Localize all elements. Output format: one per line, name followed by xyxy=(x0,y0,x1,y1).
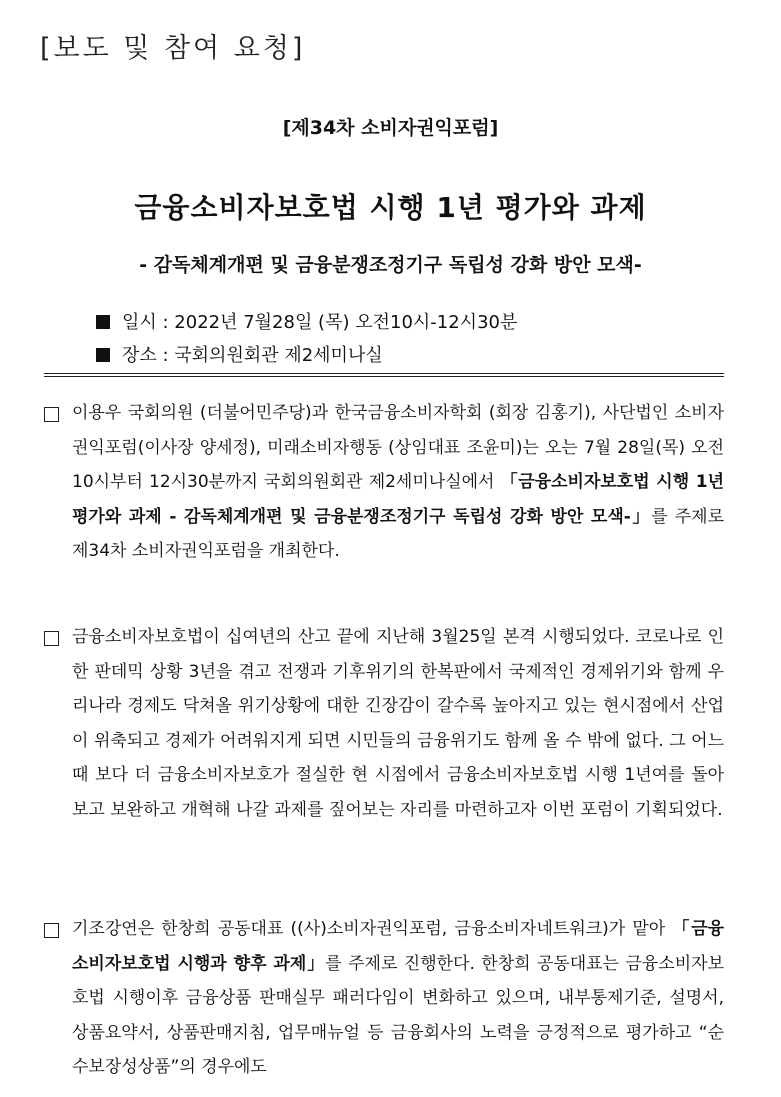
paragraph-text-run: 를 주제로 제34차 소비자권익포럼을 개최한다. xyxy=(72,506,725,561)
paragraph-organizers xyxy=(44,396,724,569)
paragraph-text-run: 를 주제로 진행한다. 한창희 공동대표는 금융소비자보호법 시행이후 금융상품 판매실무 패러다임이 변화하고 있으며, 내부통제기준, 설명서, 상품요약서, 상품판매지침, 업무매뉴얼 등 금융회사의 노력을 긍정적으로 평가하고 “순수보장성상품”의 경우에도 xyxy=(72,953,724,1077)
paragraph-text xyxy=(72,396,724,569)
paragraph-bold-run: 「금융소비자보호법 시행 1년 평가와 과제 - 감독체계개편 및 금융분쟁조정기구 독립성 강화 방안 모색-」 xyxy=(72,472,724,527)
event-subtitle: - 감독체계개편 및 금융분쟁조정기구 독립성 강화 방안 모색- xyxy=(139,254,642,276)
paragraph-text xyxy=(72,912,724,1085)
checkbox-bullet-icon xyxy=(44,923,59,938)
event-date-line xyxy=(96,308,517,334)
paragraph-text-run: 이용우 국회의원 (더불어민주당)과 한국금융소비자학회 (회장 김홍기), 사단법인 소비자권익포럼(이사장 양세정), 미래소비자행동 (상임대표 조윤미)는 오는 7월 28일(목) 오전 10시부터 12시30분까지 국회의원회관 제2세미나실에서 xyxy=(72,403,724,492)
paragraph-text: 금융소비자보호법이 십여년의 산고 끝에 지난해 3월25일 본격 시행되었다. 코로나로 인한 판데믹 상황 3년을 겪고 전쟁과 기후위기의 한복판에서 국제적인 경제위기와 함께 우리나라 경제도 닥쳐올 위기상황에 대한 긴장감이 갈수록 높아지고 있는 현시점에서 산업이 위축되고 경제가 어려워지게 되면 시민들의 금융위기도 함께 올 수 밖에 없다. 그 어느때 보다 더 금융소비자보호가 절실한 현 시점에서 금융소비자보호법 시행 1년여를 돌아보고 보완하고 개혁해 나갈 과제를 짚어보는 자리를 마련하고자 이번 포럼이 기획되었다. xyxy=(72,627,724,820)
square-bullet-icon xyxy=(96,348,110,362)
double-divider xyxy=(44,373,724,377)
paragraph-bold-run: 「금융소비자보호법 시행과 향후 과제」 xyxy=(72,919,724,974)
paragraph-background xyxy=(44,620,724,827)
checkbox-bullet-icon xyxy=(44,407,59,422)
event-place-text: 장소 : 국회의원회관 제2세미나실 xyxy=(122,345,383,366)
event-title: 금융소비자보호법 시행 1년 평가와 과제 xyxy=(134,191,647,224)
press-request-tag: [보도 및 참여 요청] xyxy=(40,33,306,64)
forum-title: [제34차 소비자권익포럼] xyxy=(282,117,499,139)
checkbox-bullet-icon xyxy=(44,631,59,646)
square-bullet-icon xyxy=(96,315,110,329)
event-date-text: 일시 : 2022년 7월28일 (목) 오전10시-12시30분 xyxy=(122,312,518,333)
event-place-line xyxy=(96,341,383,367)
paragraph-text-run: 기조강연은 한창희 공동대표 ((사)소비자권익포럼, 금융소비자네트워크)가 맡아 xyxy=(72,919,673,939)
paragraph-keynote xyxy=(44,912,724,1085)
